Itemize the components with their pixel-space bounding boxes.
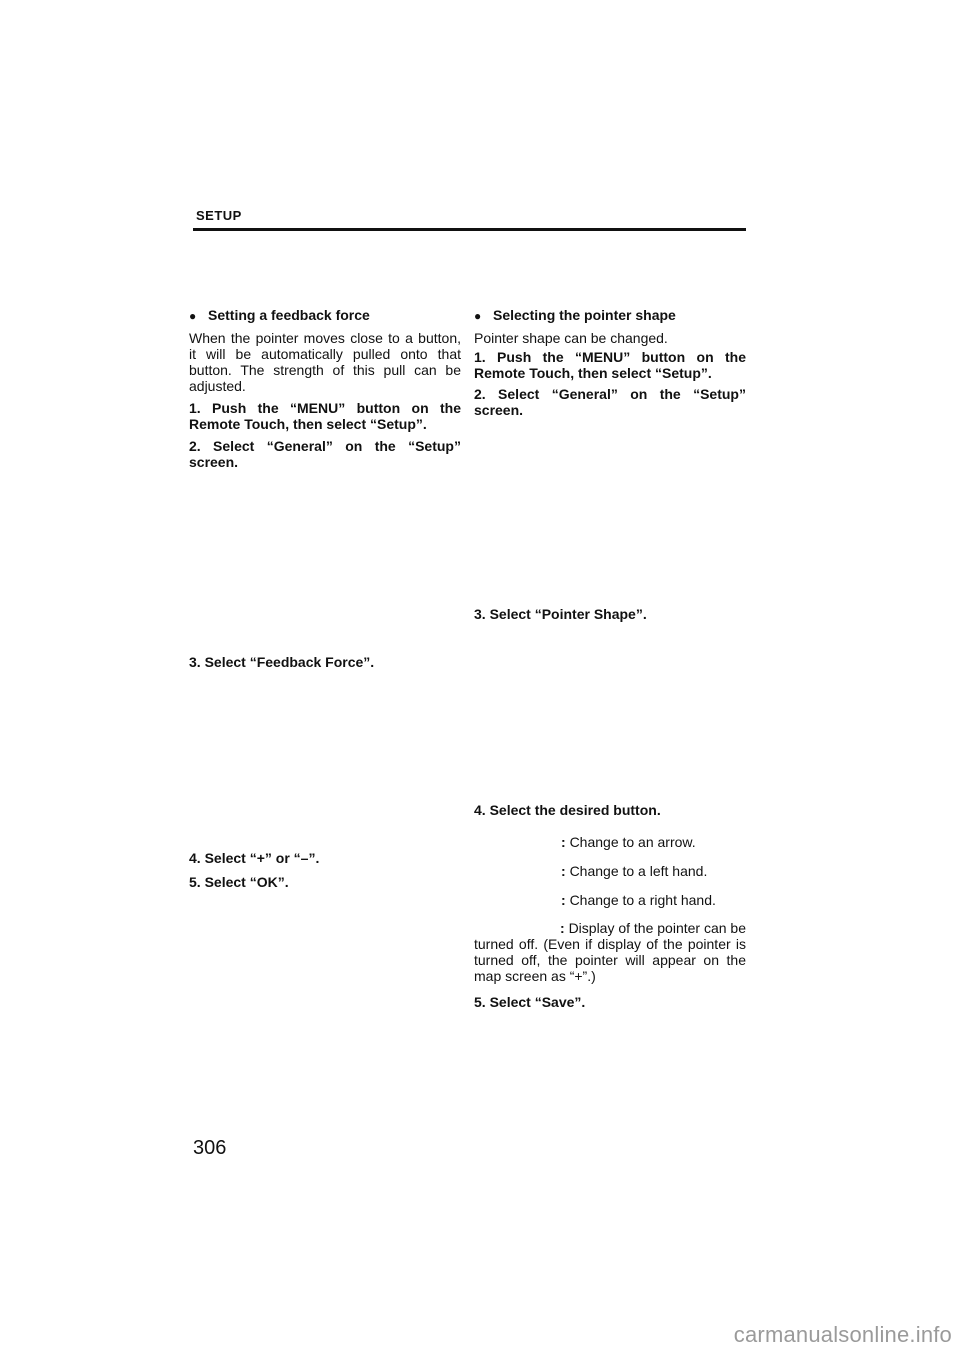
option-text: Change to an arrow.: [569, 834, 696, 850]
page-number: 306: [193, 1137, 227, 1159]
left-step-2: 2. Select “General” on the “Setup” screen.: [189, 438, 461, 470]
option-arrow: [561, 834, 696, 850]
right-step-1: 1. Push the “MENU” button on the Remote Touch, then select “Setup”.: [474, 349, 746, 381]
right-step-2: 2. Select “General” on the “Setup” screen.: [474, 386, 746, 418]
right-step-3: 3. Select “Pointer Shape”.: [474, 606, 647, 622]
feedback-force-heading: [189, 307, 370, 324]
watermark: carmanualsonline.info: [733, 1322, 952, 1347]
option-separator: :: [561, 834, 566, 850]
option-separator: :: [561, 863, 566, 879]
right-step-5: 5. Select “Save”.: [474, 994, 586, 1010]
option-right-hand: [561, 892, 716, 908]
header-rule: [193, 228, 746, 231]
left-step-5: 5. Select “OK”.: [189, 874, 289, 890]
option-left-hand: [561, 863, 707, 879]
option-off: [474, 920, 746, 984]
bullet-icon: ●: [189, 309, 197, 323]
option-separator: :: [561, 892, 566, 908]
option-text: Change to a right hand.: [569, 892, 716, 908]
option-text: Display of the pointer can be turned off. (Even if display of the pointer is turned off, the pointer will appear on the map screen as “+”.): [474, 920, 747, 984]
right-step-4: 4. Select the desired button.: [474, 802, 661, 818]
section-title: SETUP: [196, 208, 242, 223]
feedback-force-intro: When the pointer moves close to a button, it will be automatically pulled onto that button. The strength of this pull can be adjusted.: [189, 330, 461, 394]
heading-text: Setting a feedback force: [208, 307, 370, 323]
left-step-4: 4. Select “+” or “–”.: [189, 850, 320, 866]
bullet-icon: ●: [474, 309, 482, 323]
pointer-shape-heading: [474, 307, 676, 324]
left-step-3: 3. Select “Feedback Force”.: [189, 654, 375, 670]
pointer-shape-intro: Pointer shape can be changed.: [474, 330, 668, 346]
heading-text: Selecting the pointer shape: [493, 307, 676, 323]
option-separator: :: [560, 920, 565, 936]
left-step-1: 1. Push the “MENU” button on the Remote Touch, then select “Setup”.: [189, 400, 461, 432]
option-text: Change to a left hand.: [569, 863, 708, 879]
